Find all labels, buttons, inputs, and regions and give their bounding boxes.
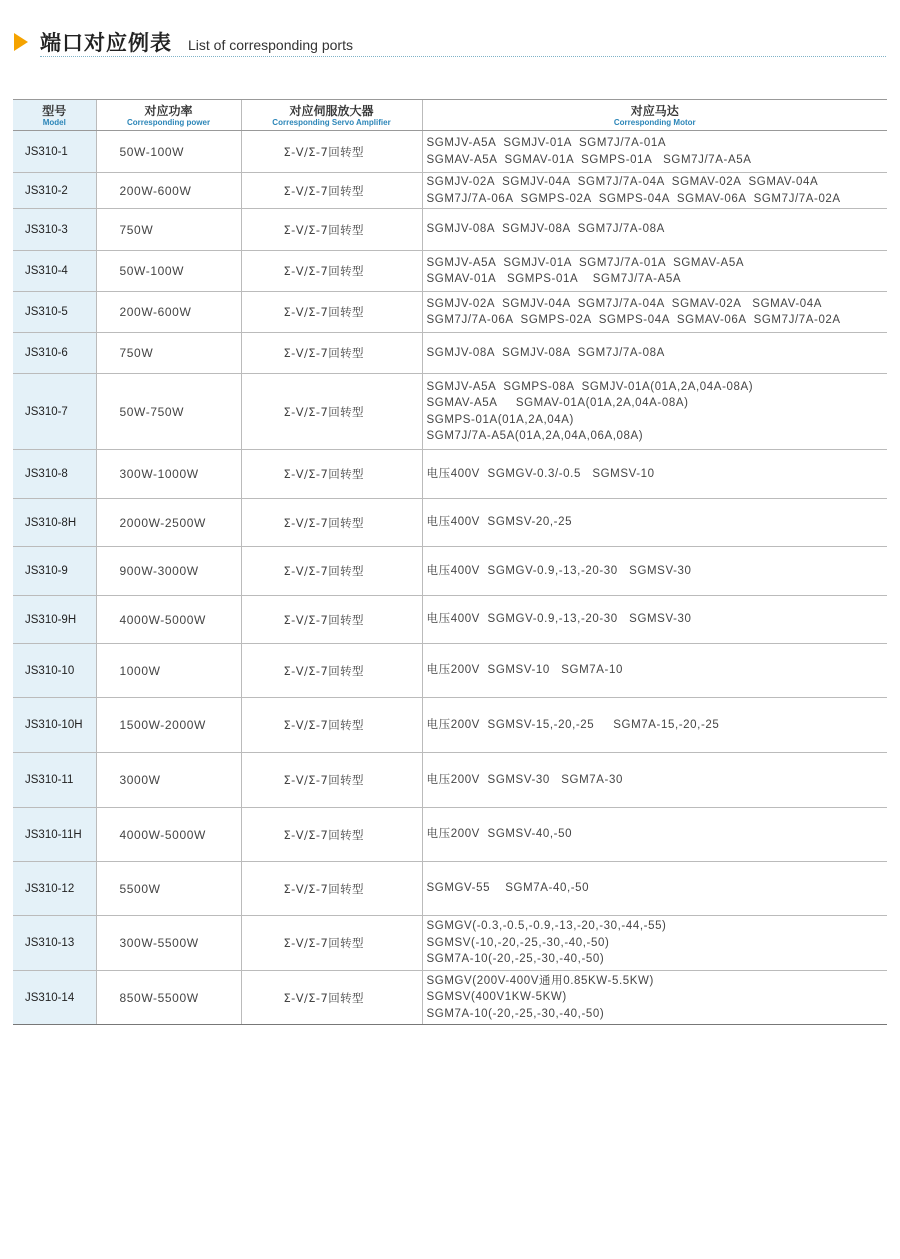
table-row xyxy=(13,374,887,450)
motor-line: 电压400V SGMSV-20,-25 xyxy=(426,516,573,529)
power-cell: 3000W xyxy=(96,753,241,808)
table-row xyxy=(13,547,887,596)
power-cell: 1000W xyxy=(96,644,241,698)
table-row xyxy=(13,808,887,862)
table-row xyxy=(13,292,887,333)
arrow-icon xyxy=(14,33,28,51)
motor-cell xyxy=(422,251,887,292)
amplifier-cell: Σ-V/Σ-7回转型 xyxy=(241,173,422,209)
table-row xyxy=(13,753,887,808)
motor-cell xyxy=(422,862,887,916)
motor-cell xyxy=(422,131,887,173)
motor-cell xyxy=(422,292,887,333)
amplifier-cell: Σ-V/Σ-7回转型 xyxy=(241,753,422,808)
motor-cell xyxy=(422,644,887,698)
amplifier-cell: Σ-V/Σ-7回转型 xyxy=(241,808,422,862)
model-cell: JS310-8 xyxy=(13,450,96,499)
amplifier-cell: Σ-V/Σ-7回转型 xyxy=(241,333,422,374)
motor-line: 电压200V SGMSV-10 SGM7A-10 xyxy=(426,664,623,677)
motor-cell xyxy=(422,173,887,209)
table-row xyxy=(13,209,887,251)
power-cell: 300W-5500W xyxy=(96,916,241,971)
motor-line: 电压200V SGMSV-40,-50 xyxy=(426,828,573,841)
power-cell: 300W-1000W xyxy=(96,450,241,499)
power-cell: 200W-600W xyxy=(96,292,241,333)
header-power: 对应功率 Corresponding power xyxy=(96,100,241,131)
motor-line: SGMJV-08A SGMJV-08A SGM7J/7A-08A xyxy=(426,346,665,359)
model-cell: JS310-8H xyxy=(13,499,96,547)
page-header xyxy=(14,30,886,60)
model-cell: JS310-13 xyxy=(13,916,96,971)
power-cell: 5500W xyxy=(96,862,241,916)
motor-line: SGM7A-10(-20,-25,-30,-40,-50) xyxy=(426,1007,605,1020)
motor-cell xyxy=(422,753,887,808)
power-cell: 50W-750W xyxy=(96,374,241,450)
motor-line: SGMJV-02A SGMJV-04A SGM7J/7A-04A SGMAV-02A SGMAV-04A xyxy=(426,176,819,188)
amplifier-cell: Σ-V/Σ-7回转型 xyxy=(241,547,422,596)
motor-line: 电压200V SGMSV-15,-20,-25 SGM7A-15,-20,-25 xyxy=(426,718,720,731)
power-cell: 2000W-2500W xyxy=(96,499,241,547)
power-cell: 750W xyxy=(96,333,241,374)
motor-cell xyxy=(422,808,887,862)
table-row xyxy=(13,251,887,292)
table-row xyxy=(13,698,887,753)
header-amplifier: 对应伺服放大器 Corresponding Servo Amplifier xyxy=(241,100,422,131)
motor-line: SGMJV-08A SGMJV-08A SGM7J/7A-08A xyxy=(426,223,665,236)
ports-table xyxy=(13,99,887,1025)
amplifier-cell: Σ-V/Σ-7回转型 xyxy=(241,644,422,698)
amplifier-cell: Σ-V/Σ-7回转型 xyxy=(241,916,422,971)
motor-line: 电压400V SGMGV-0.3/-0.5 SGMSV-10 xyxy=(426,467,655,480)
motor-line: SGMSV(400V1KW-5KW) xyxy=(426,991,567,1004)
header-model: 型号 Model xyxy=(13,100,96,131)
motor-cell xyxy=(422,916,887,971)
table-header-row xyxy=(13,100,887,131)
motor-line: SGMJV-A5A SGMPS-08A SGMJV-01A(01A,2A,04A-08A) xyxy=(426,380,754,393)
power-cell: 50W-100W xyxy=(96,131,241,173)
motor-line: SGMAV-01A SGMPS-01A SGM7J/7A-A5A xyxy=(426,273,682,285)
header-motor: 对应马达 Corresponding Motor xyxy=(422,100,887,131)
motor-cell xyxy=(422,698,887,753)
motor-line: SGMGV-55 SGM7A-40,-50 xyxy=(426,882,590,895)
page-title: 端口对应例表 xyxy=(40,31,172,55)
motor-cell xyxy=(422,547,887,596)
model-cell: JS310-11 xyxy=(13,753,96,808)
motor-cell xyxy=(422,333,887,374)
table-row xyxy=(13,333,887,374)
table-row xyxy=(13,173,887,209)
model-cell: JS310-10H xyxy=(13,698,96,753)
motor-line: SGMAV-A5A SGMAV-01A SGMPS-01A SGM7J/7A-A5A xyxy=(426,153,752,166)
motor-line: SGMJV-A5A SGMJV-01A SGM7J/7A-01A SGMAV-A5A xyxy=(426,256,745,269)
model-cell: JS310-2 xyxy=(13,173,96,209)
model-cell: JS310-5 xyxy=(13,292,96,333)
model-cell: JS310-11H xyxy=(13,808,96,862)
power-cell: 750W xyxy=(96,209,241,251)
power-cell: 200W-600W xyxy=(96,173,241,209)
model-cell: JS310-9 xyxy=(13,547,96,596)
amplifier-cell: Σ-V/Σ-7回转型 xyxy=(241,450,422,499)
power-cell: 1500W-2000W xyxy=(96,698,241,753)
table-body xyxy=(13,131,887,1025)
amplifier-cell: Σ-V/Σ-7回转型 xyxy=(241,862,422,916)
motor-cell xyxy=(422,499,887,547)
motor-line: SGMGV(-0.3,-0.5,-0.9,-13,-20,-30,-44,-55) xyxy=(426,920,667,933)
amplifier-cell: Σ-V/Σ-7回转型 xyxy=(241,499,422,547)
power-cell: 900W-3000W xyxy=(96,547,241,596)
amplifier-cell: Σ-V/Σ-7回转型 xyxy=(241,596,422,644)
model-cell: JS310-3 xyxy=(13,209,96,251)
table-row xyxy=(13,499,887,547)
model-cell: JS310-4 xyxy=(13,251,96,292)
table-row xyxy=(13,596,887,644)
amplifier-cell: Σ-V/Σ-7回转型 xyxy=(241,374,422,450)
model-cell: JS310-12 xyxy=(13,862,96,916)
power-cell: 50W-100W xyxy=(96,251,241,292)
dotted-divider xyxy=(40,56,886,57)
power-cell: 850W-5500W xyxy=(96,971,241,1025)
motor-line: SGMPS-01A(01A,2A,04A) xyxy=(426,413,574,426)
page-subtitle: List of corresponding ports xyxy=(188,37,353,53)
motor-line: SGM7J/7A-06A SGMPS-02A SGMPS-04A SGMAV-06A SGM7J/7A-02A xyxy=(426,192,841,205)
table-row xyxy=(13,916,887,971)
motor-cell xyxy=(422,374,887,450)
motor-line: SGM7J/7A-06A SGMPS-02A SGMPS-04A SGMAV-06A SGM7J/7A-02A xyxy=(426,314,841,326)
model-cell: JS310-6 xyxy=(13,333,96,374)
motor-line: SGM7A-10(-20,-25,-30,-40,-50) xyxy=(426,953,605,966)
model-cell: JS310-9H xyxy=(13,596,96,644)
motor-line: 电压200V SGMSV-30 SGM7A-30 xyxy=(426,773,623,786)
motor-line: SGM7J/7A-A5A(01A,2A,04A,06A,08A) xyxy=(426,430,644,442)
model-cell: JS310-7 xyxy=(13,374,96,450)
table-row xyxy=(13,862,887,916)
table-row xyxy=(13,131,887,173)
amplifier-cell: Σ-V/Σ-7回转型 xyxy=(241,131,422,173)
power-cell: 4000W-5000W xyxy=(96,596,241,644)
model-cell: JS310-14 xyxy=(13,971,96,1025)
model-cell: JS310-10 xyxy=(13,644,96,698)
table-row xyxy=(13,450,887,499)
motor-line: 电压400V SGMGV-0.9,-13,-20-30 SGMSV-30 xyxy=(426,564,692,577)
table-row xyxy=(13,971,887,1025)
amplifier-cell: Σ-V/Σ-7回转型 xyxy=(241,251,422,292)
motor-cell xyxy=(422,596,887,644)
motor-cell xyxy=(422,450,887,499)
motor-cell xyxy=(422,971,887,1025)
amplifier-cell: Σ-V/Σ-7回转型 xyxy=(241,292,422,333)
motor-line: 电压400V SGMGV-0.9,-13,-20-30 SGMSV-30 xyxy=(426,613,692,626)
power-cell: 4000W-5000W xyxy=(96,808,241,862)
table-row xyxy=(13,644,887,698)
motor-line: SGMAV-A5A SGMAV-01A(01A,2A,04A-08A) xyxy=(426,397,689,409)
model-cell: JS310-1 xyxy=(13,131,96,173)
motor-line: SGMJV-02A SGMJV-04A SGM7J/7A-04A SGMAV-02A SGMAV-04A xyxy=(426,297,823,310)
motor-line: SGMSV(-10,-20,-25,-30,-40,-50) xyxy=(426,936,610,949)
motor-line: SGMGV(200V-400V通用0.85KW-5.5KW) xyxy=(426,974,654,987)
motor-cell xyxy=(422,209,887,251)
amplifier-cell: Σ-V/Σ-7回转型 xyxy=(241,971,422,1025)
motor-line: SGMJV-A5A SGMJV-01A SGM7J/7A-01A xyxy=(426,137,667,149)
amplifier-cell: Σ-V/Σ-7回转型 xyxy=(241,698,422,753)
amplifier-cell: Σ-V/Σ-7回转型 xyxy=(241,209,422,251)
